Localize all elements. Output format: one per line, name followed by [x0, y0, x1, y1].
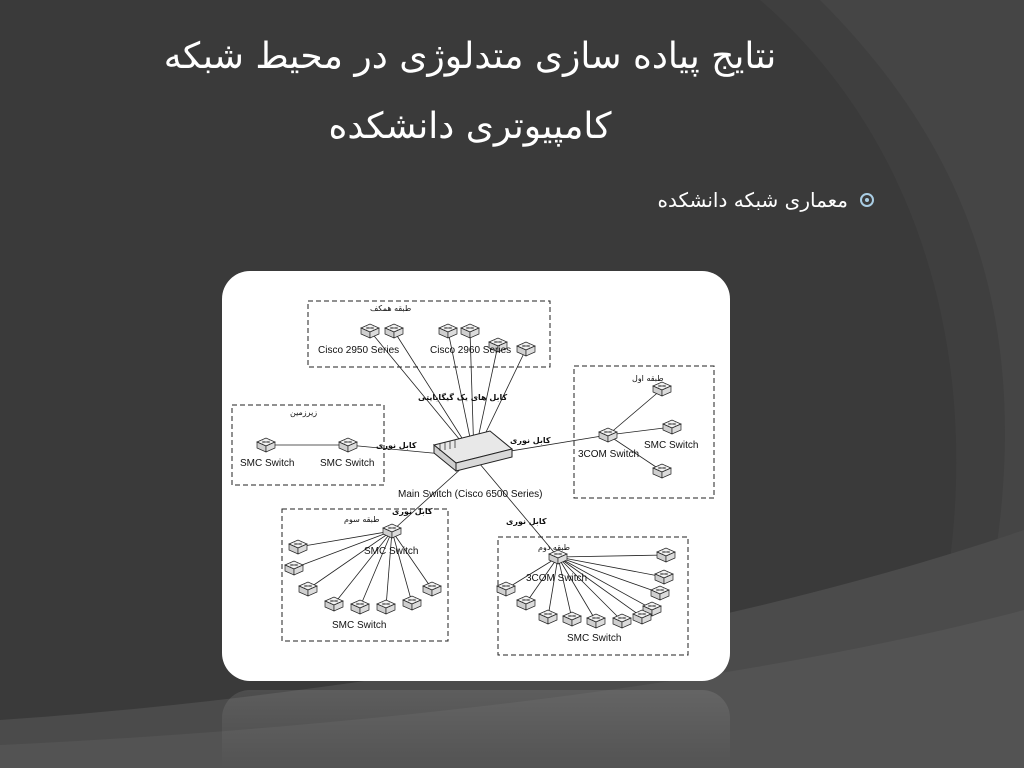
slide-title-line-1: نتایج پیاده سازی متدلوژی در محیط شبکه	[163, 36, 777, 77]
switch-icon	[423, 582, 441, 596]
zone-hamkaf-right-label: Cisco 2960 Series	[430, 345, 512, 356]
switch-icon	[613, 614, 631, 628]
floor-link-line	[558, 555, 666, 557]
diagram-reflection	[222, 690, 730, 768]
zone-aval-right-label: SMC Switch	[644, 440, 699, 451]
switch-icon	[289, 540, 307, 554]
zone-zirzamin-right-label: SMC Switch	[320, 458, 375, 469]
zone-sevom-center-label: SMC Switch	[364, 546, 419, 557]
zone-hamkaf-box	[308, 301, 550, 367]
switch-icon	[563, 612, 581, 626]
zone-sevom-title: طبقه سوم	[344, 515, 380, 524]
switch-icon	[351, 600, 369, 614]
switch-icon	[651, 586, 669, 600]
switch-icon	[587, 614, 605, 628]
switch-icon	[285, 561, 303, 575]
floor-link-line	[392, 531, 432, 589]
switch-devices	[257, 324, 681, 628]
switch-icon	[257, 438, 275, 452]
zone-zirzamin-left-label: SMC Switch	[240, 458, 295, 469]
fiber-cable-line	[474, 457, 558, 557]
switch-icon	[377, 600, 395, 614]
switch-icon	[663, 420, 681, 434]
switch-icon	[325, 597, 343, 611]
bullet-text: معماری شبکه دانشکده	[657, 188, 848, 212]
switch-icon	[439, 324, 457, 338]
switch-icon	[517, 342, 535, 356]
connection-lines	[266, 331, 672, 621]
switch-icon	[653, 464, 671, 478]
zone-dovom-title: طبقه دوم	[538, 543, 571, 552]
cable-label-fiber-left: کابل نوری	[376, 441, 417, 450]
zone-zirzamin-title: زیرزمین	[290, 408, 318, 417]
network-architecture-diagram	[222, 271, 730, 681]
zone-aval-box	[574, 366, 714, 498]
zone-aval-center-label: 3COM Switch	[578, 449, 640, 460]
switch-icon	[339, 438, 357, 452]
floor-link-line	[392, 531, 412, 603]
switch-icon	[299, 582, 317, 596]
cable-label-gigabit: کابل های یک گیگابایتی	[418, 393, 508, 402]
bullet-item	[658, 188, 875, 212]
zone-dovom-bottom-label: SMC Switch	[567, 633, 622, 644]
switch-icon	[657, 548, 675, 562]
cable-label-fiber-sevom: کابل نوری	[392, 507, 433, 516]
zone-hamkaf-left-label: Cisco 2950 Series	[318, 345, 400, 356]
zone-hamkaf-title: طبقه همکف	[370, 304, 412, 313]
switch-icon	[461, 324, 479, 338]
floor-link-line	[548, 557, 558, 617]
cable-label-fiber-dovom: کابل نوری	[506, 517, 547, 526]
switch-icon	[497, 582, 515, 596]
switch-icon	[385, 324, 403, 338]
floor-link-line	[298, 531, 392, 547]
switch-icon	[517, 596, 535, 610]
floor-link-line	[558, 557, 642, 617]
network-diagram-card	[222, 271, 730, 681]
switch-icon	[539, 610, 557, 624]
floor-link-line	[558, 557, 572, 619]
zone-aval-title: طبقه اول	[632, 374, 664, 383]
main-switch-label: Main Switch (Cisco 6500 Series)	[398, 489, 543, 500]
floor-link-line	[608, 427, 672, 435]
slide-title-line-2: کامپیوتری دانشکده	[328, 106, 612, 147]
switch-icon	[403, 596, 421, 610]
cable-label-fiber-right: کابل نوری	[510, 436, 551, 445]
circle-bullet-icon	[860, 193, 874, 207]
main-switch-icon	[434, 431, 512, 471]
zone-dovom-center-label: 3COM Switch	[526, 573, 588, 584]
switch-icon	[655, 570, 673, 584]
zone-sevom-bottom-label: SMC Switch	[332, 620, 387, 631]
switch-icon	[383, 524, 401, 538]
switch-icon	[361, 324, 379, 338]
floor-link-line	[608, 389, 662, 435]
